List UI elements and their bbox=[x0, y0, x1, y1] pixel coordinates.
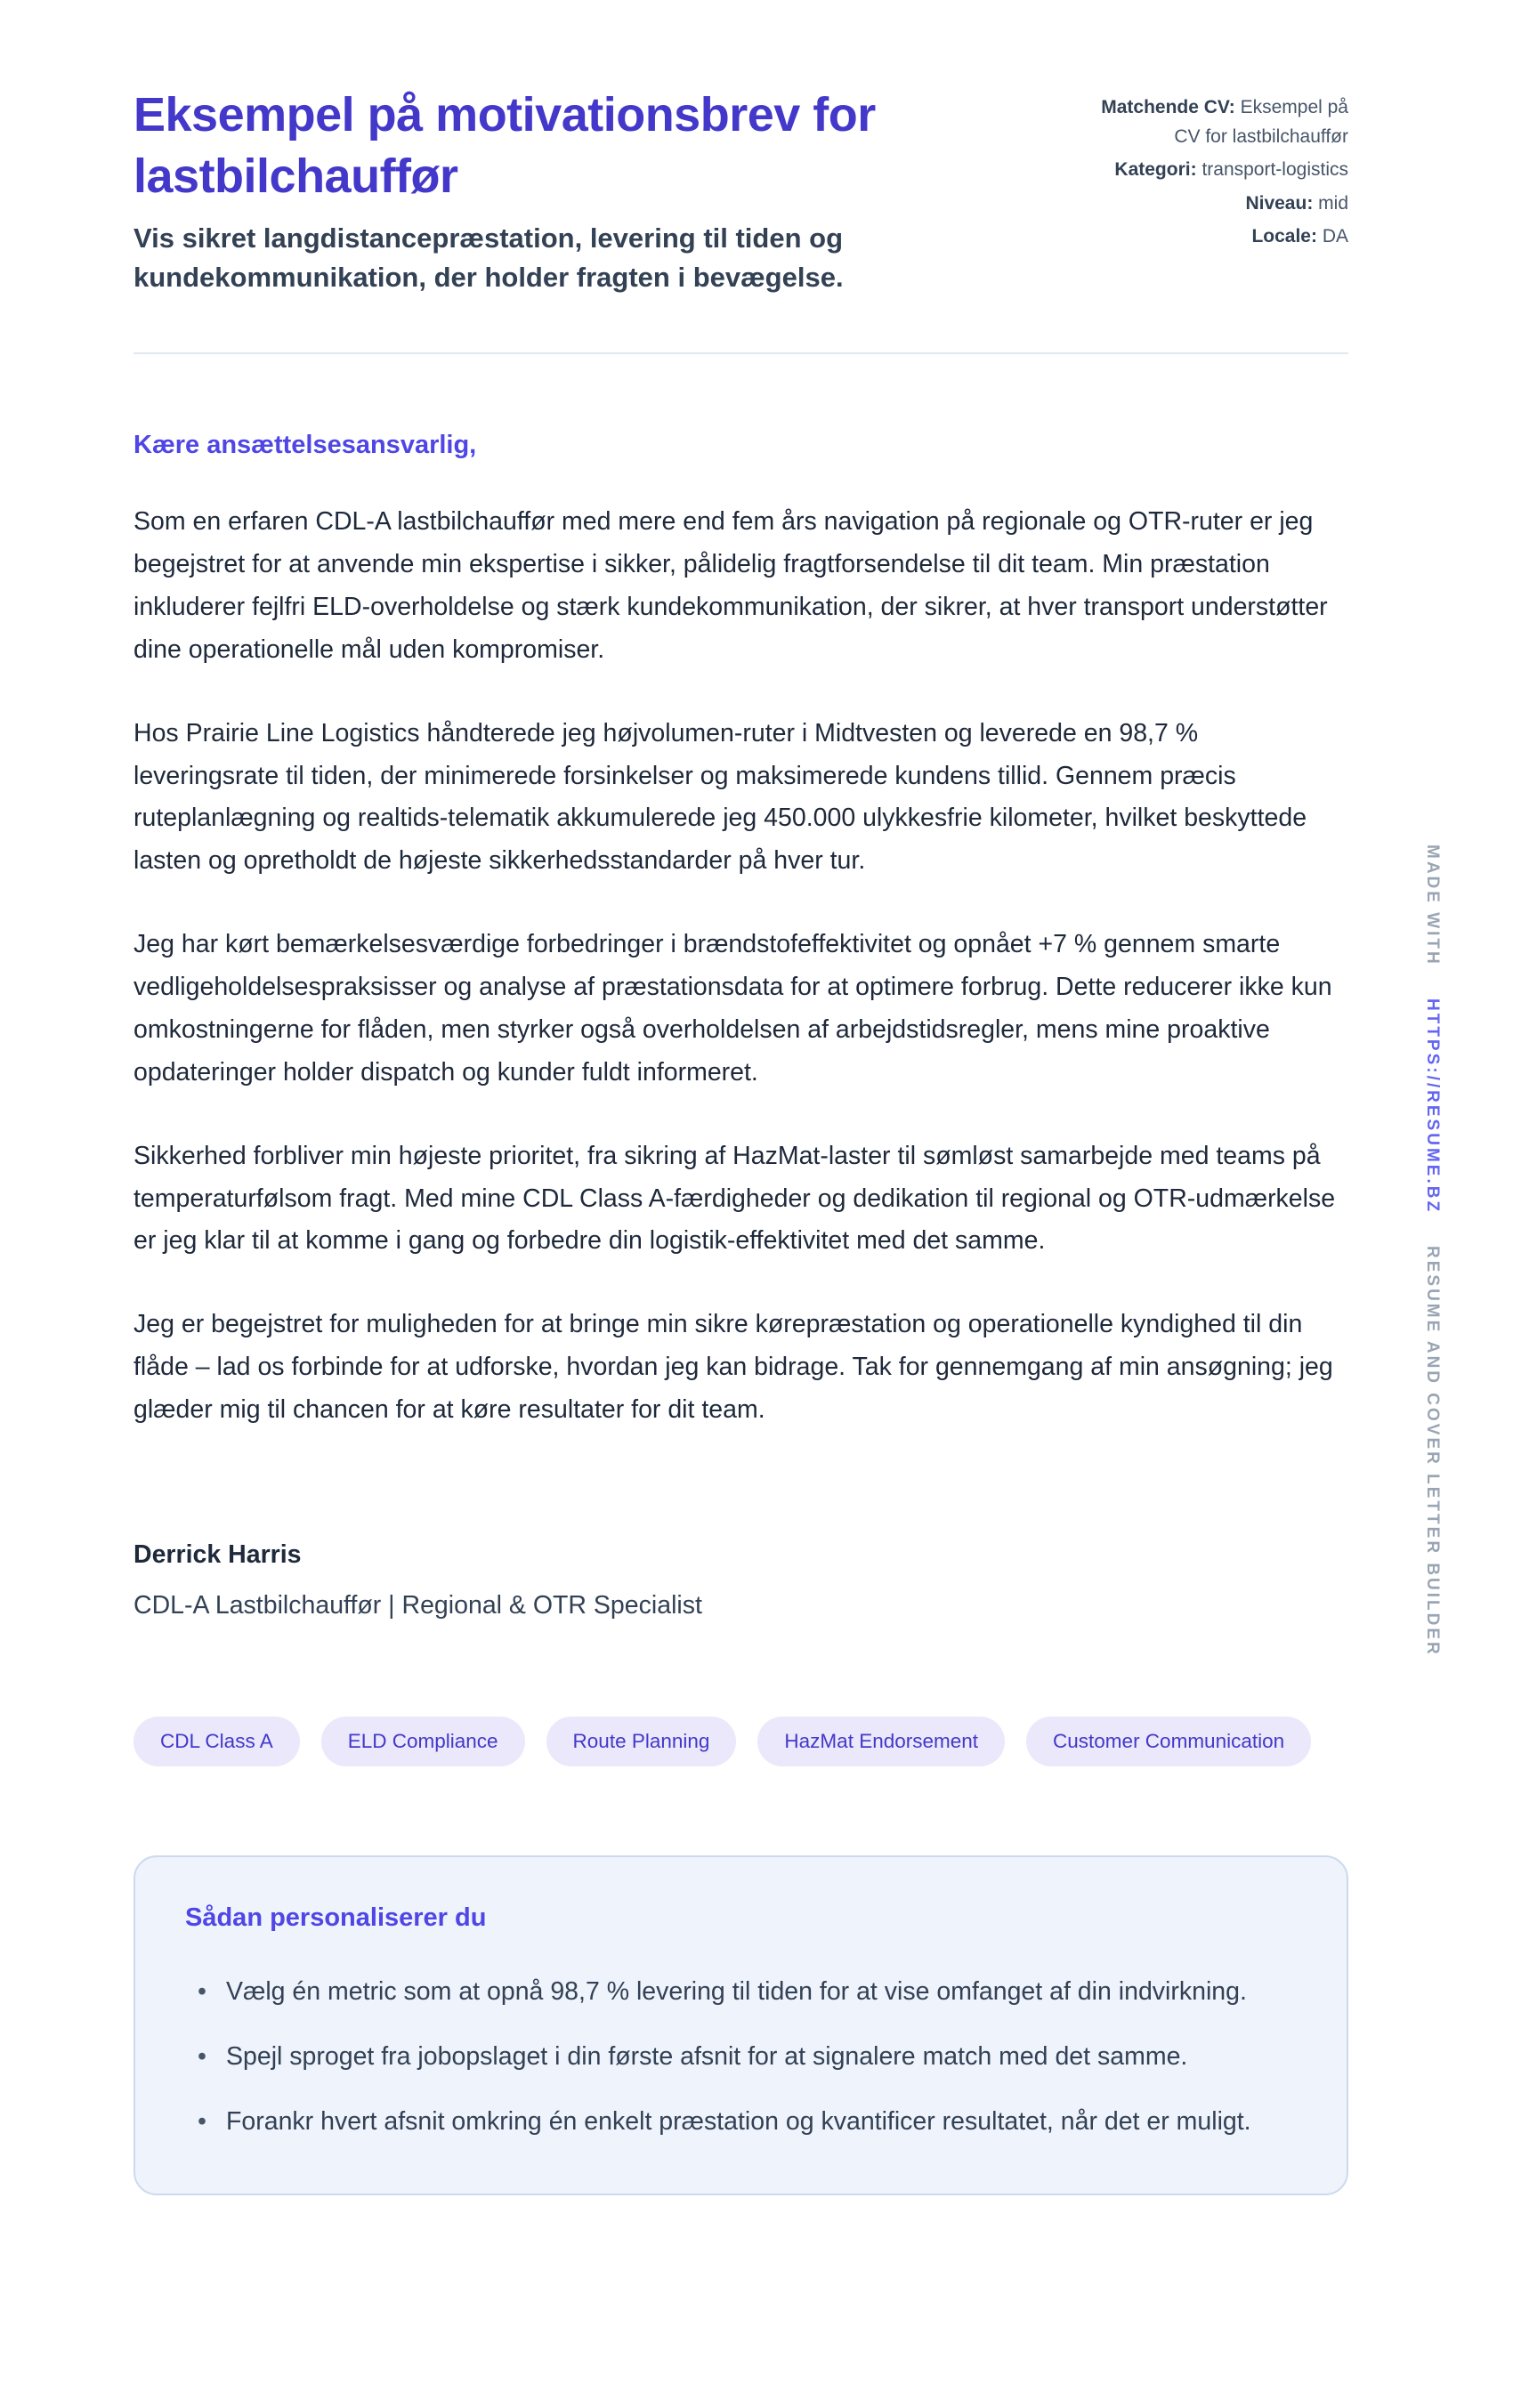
header-title-block bbox=[134, 85, 988, 297]
tips-list bbox=[185, 1972, 1297, 2142]
letter-paragraph-5: Jeg er begejstret for muligheden for at bringe min sikre kørepræstation og operationelle kyndighed til din flåde – lad os forbinde for at udforske, hvordan jeg kan bidrage. Tak for gennemgang af min ansøgning; jeg glæder mig til chancen for at køre resultater for dit team. bbox=[134, 1310, 1333, 1425]
meta-locale-value: DA bbox=[1322, 226, 1348, 247]
meta-locale bbox=[1086, 222, 1348, 252]
content-column bbox=[134, 0, 1348, 2195]
page-subtitle: Vis sikret langdistancepræstation, levering til tiden og kundekommunikation, der holder fragten i bevægelse. bbox=[134, 222, 844, 294]
skill-tags-row bbox=[134, 1717, 1348, 1766]
skill-tag-customer-communication: Customer Communication bbox=[1026, 1717, 1311, 1766]
meta-level bbox=[1086, 190, 1348, 219]
skill-tag-route-planning: Route Planning bbox=[546, 1717, 737, 1766]
meta-matching-cv-value: Eksempel på CV for lastbilchauffør bbox=[1174, 97, 1348, 147]
cover-letter-body bbox=[134, 431, 1348, 1620]
tip-item-1-text: Vælg én metric som at opnå 98,7 % levering til tiden for at vise omfanget af din indvirkning. bbox=[225, 1976, 1247, 2006]
meta-matching-cv-label: Matchende CV: bbox=[1101, 97, 1235, 117]
skill-tag-eld-compliance: ELD Compliance bbox=[321, 1717, 525, 1766]
tip-item-1 bbox=[198, 1972, 1297, 2012]
meta-category-label: Kategori: bbox=[1114, 159, 1197, 181]
signature-title: CDL-A Lastbilchauffør | Regional & OTR Specialist bbox=[134, 1590, 702, 1620]
signature-block bbox=[134, 1540, 1348, 1620]
watermark-prefix: MADE WITH bbox=[1423, 844, 1442, 966]
letter-paragraph-4: Sikkerhed forbliver min højeste prioritet, fra sikring af HazMat-laster til sømløst samarbejde med teams på temperaturfølsom fragt. Med mine CDL Class A-færdigheder og dedikation til regional og OTR-udmærkelse er jeg klar til at komme i gang og forbedre din logistik-effektivitet med det samme. bbox=[134, 1141, 1336, 1256]
letter-paragraph-3: Jeg har kørt bemærkelsesværdige forbedringer i brændstofeffektivitet og opnået +7 % gennem smarte vedligeholdelsespraksisser og analyse af præstationsdata for at optimere forbrug. Dette reducerer ikke kun omkostningerne for flåden, men styrker også overholdelsen af arbejdstidsregler, mens mine proaktive opdateringer holder dispatch og kunder fuldt informeret. bbox=[134, 930, 1332, 1087]
letter-paragraph-2: Hos Prairie Line Logistics håndterede jeg højvolumen-ruter i Midtvesten og leverede en 98,7 % leveringsrate til tiden, der minimerede forsinkelser og maksimerede kundens tillid. Gennem præcis ruteplanlægning og realtids-telematik akkumulerede jeg 450.000 ulykkesfrie kilometer, hvilket beskyttede lasten og opretholdt de højeste sikkerhedsstandarder på hver tur. bbox=[134, 718, 1307, 876]
tips-card-title: Sådan personaliserer du bbox=[185, 1903, 487, 1932]
header bbox=[134, 85, 1348, 297]
letter-paragraph-1: Som en erfaren CDL-A lastbilchauffør med mere end fem års navigation på regionale og OTR-ruter er jeg begejstret for at anvende min ekspertise i sikker, pålidelig fragtforsendelse til dit team. Min præstation inkluderer fejlfri ELD-overholdelse og stærk kundekommunikation, der sikrer, at hver transport understøtter dine operationelle mål uden kompromiser. bbox=[134, 507, 1328, 664]
meta-category-value: transport-logistics bbox=[1202, 159, 1348, 181]
page-title: Eksempel på motivationsbrev for lastbilchauffør bbox=[134, 88, 876, 203]
made-with-watermark bbox=[1422, 832, 1442, 1669]
bullet-icon bbox=[198, 2037, 206, 2077]
meta-matching-cv bbox=[1086, 93, 1348, 151]
watermark-suffix: RESUME AND COVER LETTER BUILDER bbox=[1423, 1246, 1442, 1658]
tip-item-3-text: Forankr hvert afsnit omkring én enkelt præstation og kvantificer resultatet, når det er muligt. bbox=[225, 2106, 1251, 2136]
signature-name: Derrick Harris bbox=[134, 1539, 302, 1569]
meta-category bbox=[1086, 156, 1348, 185]
resume-bz-link[interactable]: HTTPS://RESUME.BZ bbox=[1423, 998, 1442, 1215]
skill-tag-cdl-class-a: CDL Class A bbox=[134, 1717, 300, 1766]
meta-locale-label: Locale: bbox=[1251, 226, 1317, 247]
skill-tag-hazmat-endorsement: HazMat Endorsement bbox=[757, 1717, 1005, 1766]
tip-item-2-text: Spejl sproget fra jobopslaget i din første afsnit for at signalere match med det samme. bbox=[225, 2041, 1188, 2071]
bullet-icon bbox=[198, 1972, 206, 2012]
letter-greeting: Kære ansættelsesansvarlig, bbox=[134, 431, 477, 460]
personalization-tips-card bbox=[134, 1855, 1348, 2195]
meta-level-label: Niveau: bbox=[1245, 192, 1314, 214]
tip-item-2 bbox=[198, 2037, 1297, 2077]
tip-item-3 bbox=[198, 2102, 1297, 2142]
meta-panel bbox=[1086, 85, 1348, 256]
meta-level-value: mid bbox=[1318, 192, 1348, 214]
bullet-icon bbox=[198, 2102, 206, 2142]
header-divider bbox=[134, 352, 1348, 354]
